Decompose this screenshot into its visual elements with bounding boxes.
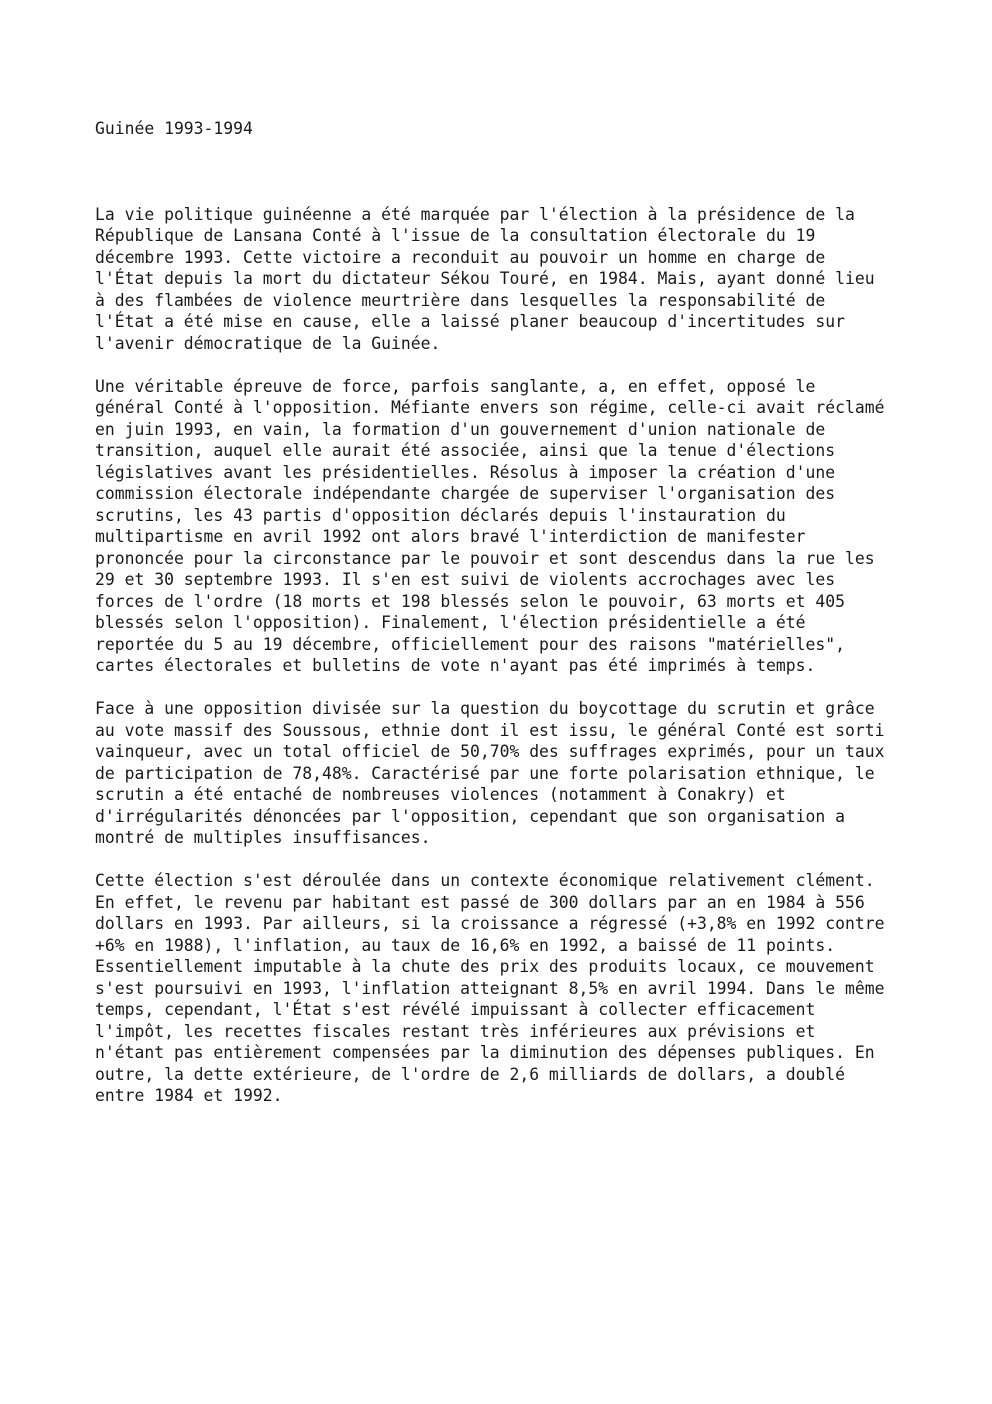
text-line: s'est poursuivi en 1993, l'inflation atteignant 8,5% en avril 1994. Dans le même xyxy=(95,978,885,998)
text-line: décembre 1993. Cette victoire a reconduit au pouvoir un homme en charge de xyxy=(95,247,826,267)
text-line: 29 et 30 septembre 1993. Il s'en est suivi de violents accrochages avec les xyxy=(95,570,836,589)
paragraph-1 xyxy=(95,204,915,355)
text-line: Cette élection s'est déroulée dans un contexte économique relativement clément. xyxy=(95,871,875,890)
paragraph-3 xyxy=(95,698,915,849)
text-line: législatives avant les présidentielles. Résolus à imposer la création d'une xyxy=(95,462,836,482)
text-line: reportée du 5 au 19 décembre, officiellement pour des raisons "matérielles", xyxy=(95,634,845,654)
text-line: de participation de 78,48%. Caractérisé par une forte polarisation ethnique, le xyxy=(95,763,875,783)
text-line: outre, la dette extérieure, de l'ordre de 2,6 milliards de dollars, a doublé xyxy=(95,1064,845,1084)
text-line: l'État a été mise en cause, elle a laissé planer beaucoup d'incertitudes sur xyxy=(95,312,845,331)
text-line: l'avenir démocratique de la Guinée. xyxy=(95,333,441,353)
text-line: d'irrégularités dénoncées par l'opposition, cependant que son organisation a xyxy=(95,806,845,826)
text-line: au vote massif des Soussous, ethnie dont il est issu, le général Conté est sorti xyxy=(95,720,885,740)
text-line: La vie politique guinéenne a été marquée par l'élection à la présidence de la xyxy=(95,204,855,224)
text-line: République de Lansana Conté à l'issue de la consultation électorale du 19 xyxy=(95,226,816,245)
text-line: montré de multiples insuffisances. xyxy=(95,828,431,847)
text-line: Essentiellement imputable à la chute des prix des produits locaux, ce mouvement xyxy=(95,957,875,976)
document-page xyxy=(95,118,915,1128)
text-line: entre 1984 et 1992. xyxy=(95,1086,283,1105)
text-line: l'État depuis la mort du dictateur Sékou Touré, en 1984. Mais, ayant donné lieu xyxy=(95,269,875,288)
text-line: temps, cependant, l'État s'est révélé impuissant à collecter efficacement xyxy=(95,1000,816,1019)
text-line: multipartisme en avril 1992 ont alors bravé l'interdiction de manifester xyxy=(95,527,806,546)
text-line: scrutins, les 43 partis d'opposition déclarés depuis l'instauration du xyxy=(95,505,786,525)
text-line: scrutin a été entaché de nombreuses violences (notamment à Conakry) et xyxy=(95,785,786,804)
text-line: prononcée pour la circonstance par le pouvoir et sont descendus dans la rue les xyxy=(95,548,875,568)
text-line: vainqueur, avec un total officiel de 50,70% des suffrages exprimés, pour un taux xyxy=(95,742,885,761)
document-title: Guinée 1993-1994 xyxy=(95,119,253,138)
text-line: Une véritable épreuve de force, parfois sanglante, a, en effet, opposé le xyxy=(95,376,816,396)
text-line: commission électorale indépendante chargée de superviser l'organisation des xyxy=(95,484,836,503)
text-line: en juin 1993, en vain, la formation d'un gouvernement d'union nationale de xyxy=(95,419,826,439)
text-line: blessés selon l'opposition). Finalement, l'élection présidentielle a été xyxy=(95,613,806,632)
text-line: général Conté à l'opposition. Méfiante envers son régime, celle-ci avait réclamé xyxy=(95,398,885,417)
paragraph-4 xyxy=(95,870,915,1107)
text-line: cartes électorales et bulletins de vote n'ayant pas été imprimés à temps. xyxy=(95,656,816,675)
text-line: forces de l'ordre (18 morts et 198 blessés selon le pouvoir, 63 morts et 405 xyxy=(95,591,845,611)
paragraph-2 xyxy=(95,376,915,677)
text-line: En effet, le revenu par habitant est passé de 300 dollars par an en 1984 à 556 xyxy=(95,892,865,912)
text-line: transition, auquel elle aurait été associée, ainsi que la tenue d'élections xyxy=(95,441,836,460)
text-line: n'étant pas entièrement compensées par la diminution des dépenses publiques. En xyxy=(95,1043,875,1062)
text-line: à des flambées de violence meurtrière dans lesquelles la responsabilité de xyxy=(95,290,826,310)
text-line: dollars en 1993. Par ailleurs, si la croissance a régressé (+3,8% en 1992 contre xyxy=(95,914,885,933)
text-line: l'impôt, les recettes fiscales restant très inférieures aux prévisions et xyxy=(95,1021,816,1041)
text-line: +6% en 1988), l'inflation, au taux de 16,6% en 1992, a baissé de 11 points. xyxy=(95,935,836,955)
text-line: Face à une opposition divisée sur la question du boycottage du scrutin et grâce xyxy=(95,699,875,718)
